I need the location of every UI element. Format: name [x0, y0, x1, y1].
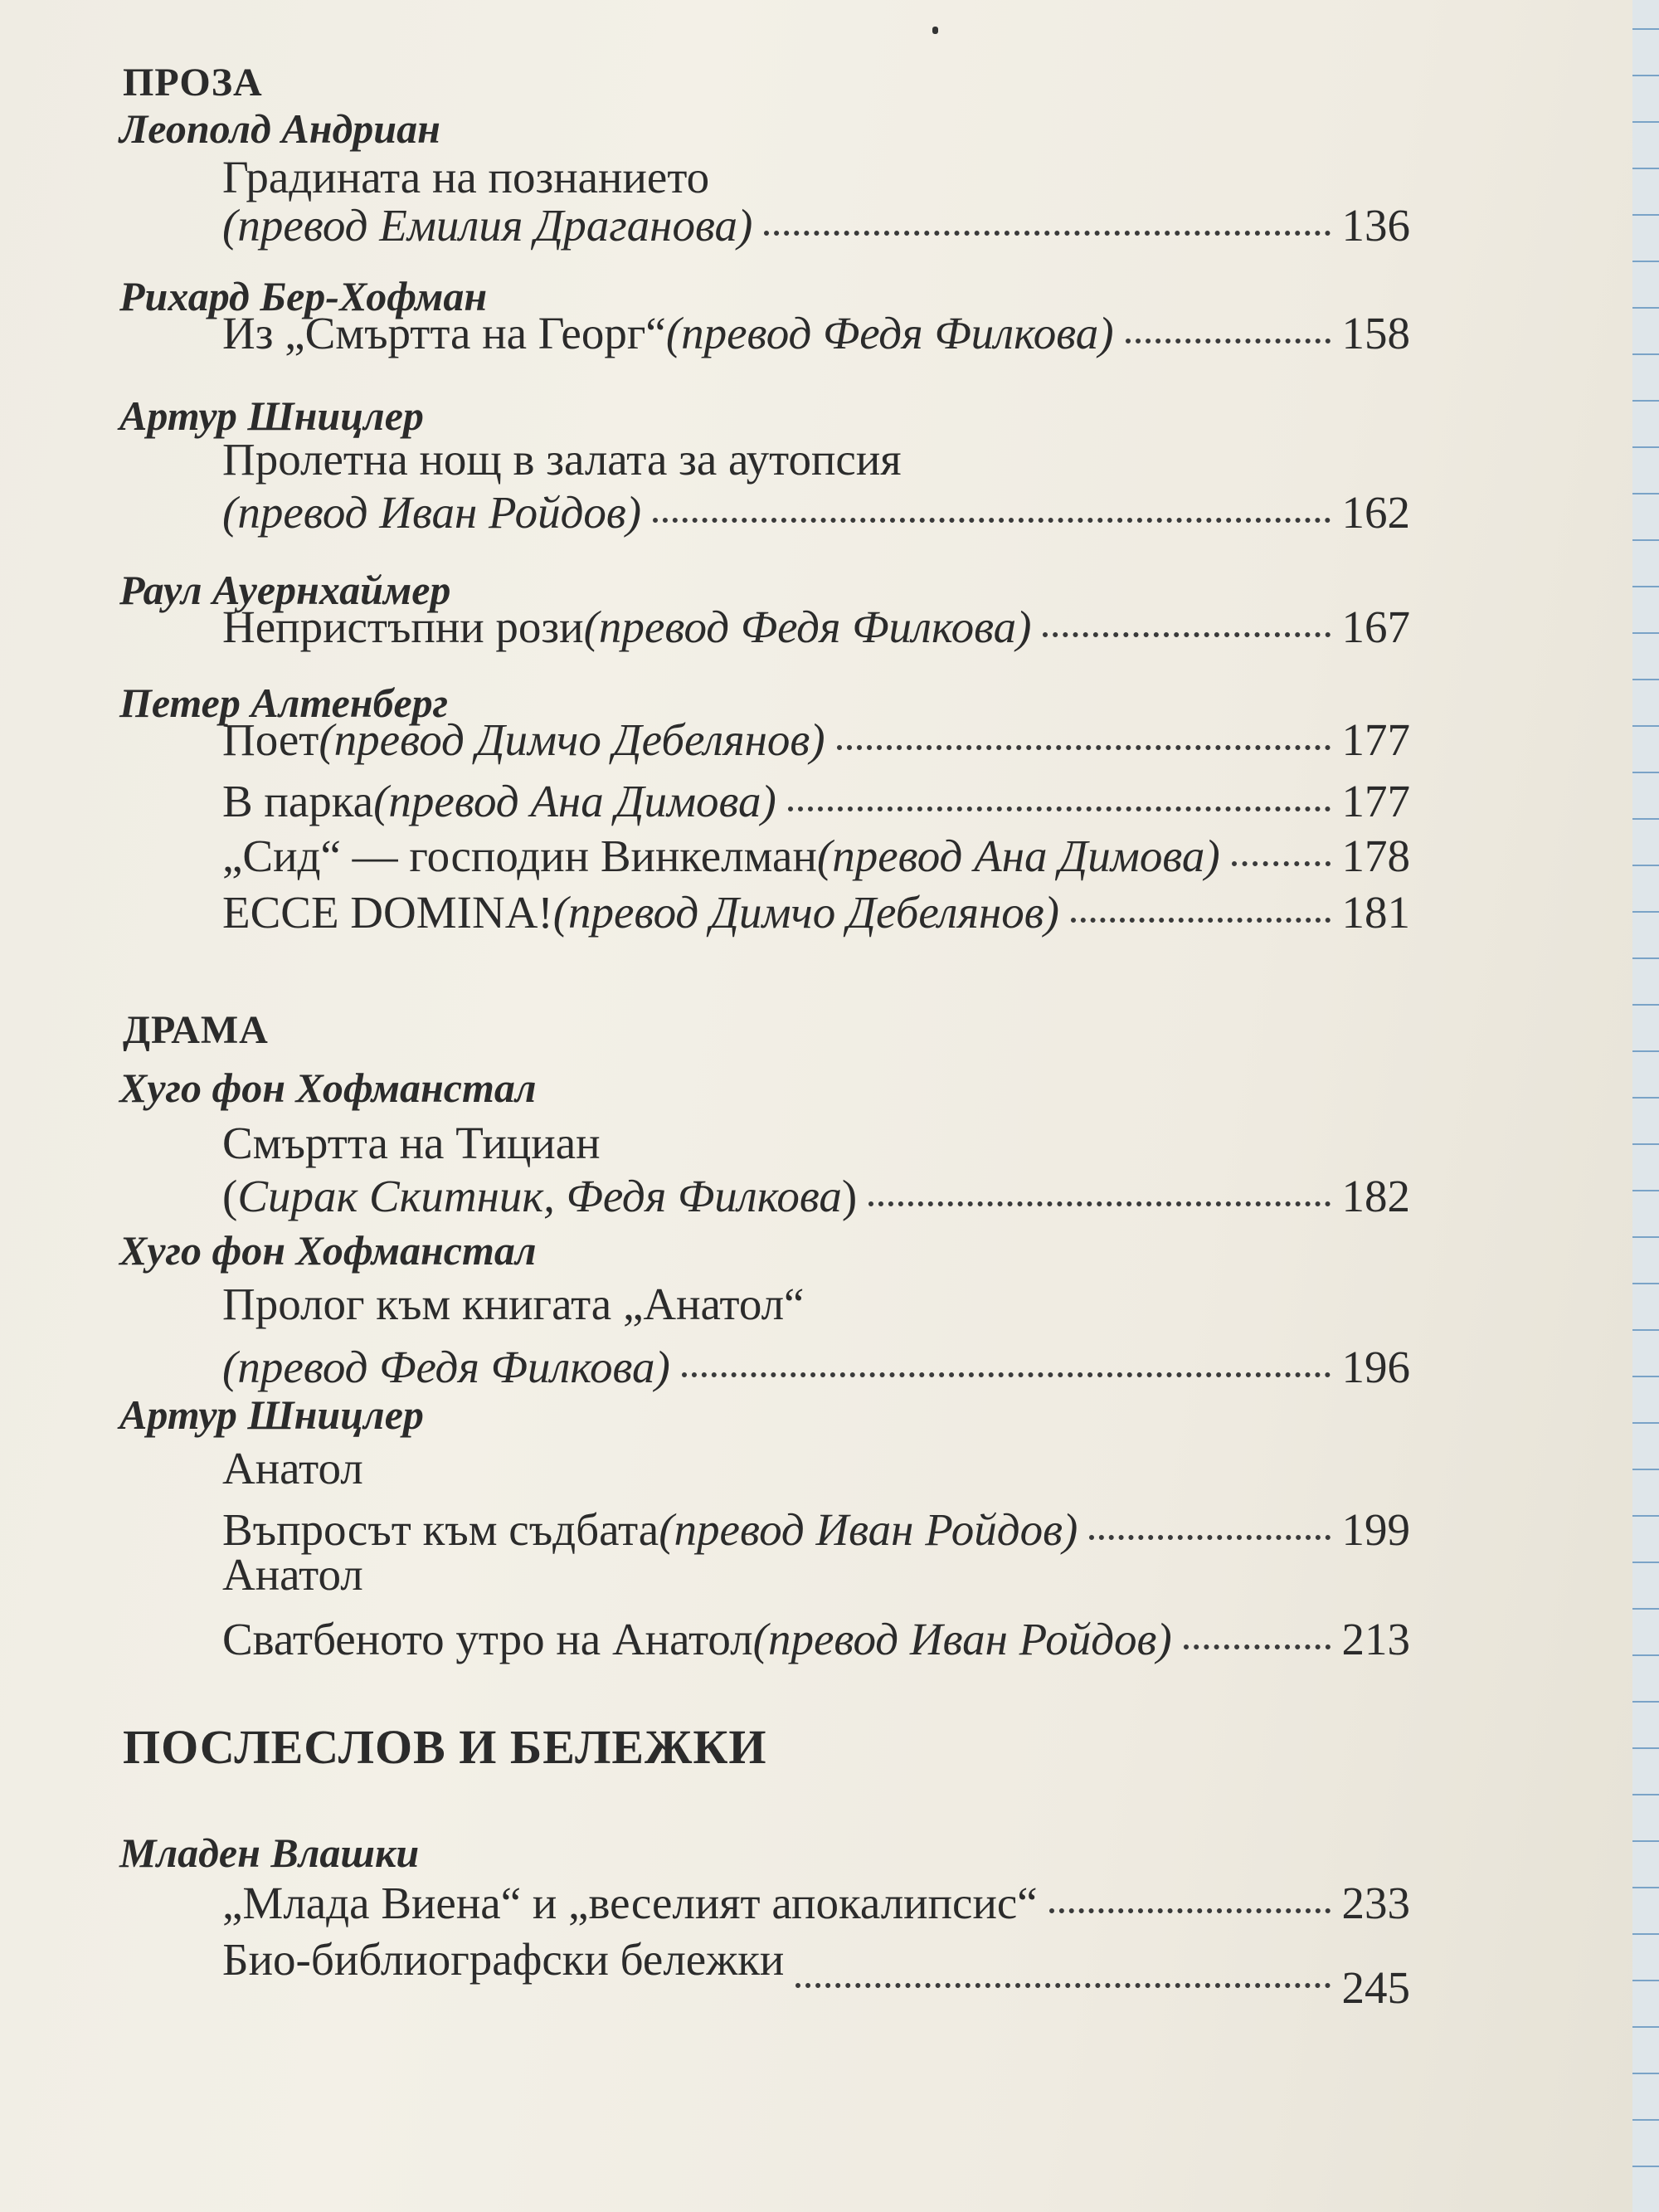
toc-entry-altenberg-4[interactable]	[222, 886, 1410, 939]
page-number: 167	[1341, 602, 1410, 652]
title-hofmannsthal-1: Смъртта на Тициан	[222, 1118, 601, 1168]
entry-title: Въпросът към съдбата	[222, 1504, 659, 1555]
page-number: 178	[1341, 831, 1410, 881]
entry-title: Из „Смъртта на Георг“	[222, 308, 666, 358]
page-number: 177	[1341, 714, 1410, 765]
author-altenberg: Петер Алтенберг	[119, 680, 449, 726]
entry-translator: (превод Федя Филкова)	[583, 602, 1032, 652]
toc-entry-beer-hofmann[interactable]	[222, 307, 1410, 360]
dot-leader	[868, 1196, 1330, 1206]
toc-entry-andrian[interactable]	[222, 199, 1410, 252]
paren-close: )	[841, 1171, 858, 1221]
entry-title: Поет	[222, 714, 319, 765]
page-number: 196	[1341, 1342, 1410, 1392]
author-auernheimer: Раул Ауернхаймер	[119, 567, 451, 613]
toc-entry-hofmannsthal-2[interactable]	[222, 1341, 1410, 1394]
dot-leader	[1043, 627, 1330, 637]
page-number: 182	[1341, 1171, 1410, 1221]
dot-leader	[1071, 913, 1331, 923]
title-schnitzler: Пролетна нощ в залата за аутопсия	[222, 434, 902, 485]
toc-entry-altenberg-3[interactable]	[222, 830, 1410, 883]
anatol-heading-2: Анатол	[222, 1549, 363, 1600]
title-hofmannsthal-2: Пролог към книгата „Анатол“	[222, 1279, 805, 1329]
page-number: 233	[1341, 1878, 1410, 1928]
page-number: 213	[1341, 1614, 1410, 1664]
paren-open: (	[222, 1171, 238, 1221]
anatol-heading-1: Анатол	[222, 1443, 363, 1493]
toc-entry-schnitzler[interactable]	[222, 486, 1410, 539]
entry-translator: (превод Иван Ройдов)	[659, 1504, 1078, 1555]
page-number: 158	[1341, 308, 1410, 358]
page-number: 136	[1341, 200, 1410, 251]
page-number: 181	[1341, 887, 1410, 938]
ink-dot	[932, 27, 938, 34]
toc-entry-anatol-2[interactable]	[222, 1613, 1410, 1666]
grid-paper-edge	[1632, 0, 1659, 2212]
entry-translator: (превод Ана Димова)	[816, 831, 1220, 881]
author-andrian: Леополд Андриан	[119, 105, 440, 152]
dot-leader	[682, 1367, 1331, 1377]
author-hofmannsthal-1: Хуго фон Хофманстал	[119, 1065, 537, 1111]
toc-entry-hofmannsthal-1[interactable]	[222, 1170, 1410, 1223]
dot-leader	[1232, 856, 1331, 866]
author-schnitzler: Артур Шницлер	[119, 392, 424, 439]
toc-entry-anatol-1[interactable]	[222, 1503, 1410, 1557]
entry-title: Непристъпни рози	[222, 602, 584, 652]
entry-title: В парка	[222, 776, 374, 826]
entry-title: „Млада Виена“ и „веселият апокалипсис“	[222, 1878, 1038, 1928]
dot-leader	[795, 1978, 1330, 1988]
toc-entry-afterword-2[interactable]	[222, 1933, 1410, 2013]
page-number: 245	[1341, 1962, 1410, 2013]
author-schnitzler-drama: Артур Шницлер	[119, 1391, 424, 1438]
section-heading-afterword: ПОСЛЕСЛОВ И БЕЛЕЖКИ	[123, 1720, 767, 1774]
section-heading-proza: ПРОЗА	[123, 61, 263, 105]
dot-leader	[837, 740, 1331, 750]
entry-translator: (превод Иван Ройдов)	[752, 1614, 1172, 1664]
entry-translator: (превод Димчо Дебелянов)	[552, 887, 1059, 938]
toc-entry-altenberg-1[interactable]	[222, 714, 1410, 767]
translator-andrian: (превод Емилия Драганова)	[222, 200, 753, 251]
entry-translator: (превод Димчо Дебелянов)	[319, 714, 825, 765]
page-number: 177	[1341, 776, 1410, 826]
author-hofmannsthal-2: Хуго фон Хофманстал	[119, 1227, 537, 1274]
entry-title: „Сид“ — господин Винкелман	[222, 831, 817, 881]
section-heading-drama: ДРАМА	[123, 1008, 269, 1052]
entry-translator: (превод Иван Ройдов)	[222, 487, 642, 538]
entry-translator: (превод Федя Филкова)	[222, 1342, 670, 1392]
title-andrian: Градината на познанието	[222, 152, 710, 202]
toc-entry-afterword-1[interactable]	[222, 1877, 1410, 1930]
entry-title: Био-библиографски бележки	[222, 1934, 785, 1985]
page-number: 162	[1341, 487, 1410, 538]
dot-leader	[653, 513, 1330, 523]
dot-leader	[1049, 1903, 1331, 1913]
dot-leader	[1126, 334, 1331, 343]
entry-translator: (превод Ана Димова)	[373, 776, 776, 826]
entry-title: Сватбеното утро на Анатол	[222, 1614, 753, 1664]
dot-leader	[788, 801, 1331, 811]
dot-leader	[764, 226, 1330, 236]
author-vlashki: Младен Влашки	[119, 1830, 420, 1876]
entry-translator: (превод Федя Филкова)	[665, 308, 1114, 358]
entry-translator: Сирак Скитник, Федя Филкова	[237, 1171, 842, 1221]
entry-title: ECCE DOMINA!	[222, 887, 553, 938]
page-number: 199	[1341, 1504, 1410, 1555]
author-beer-hofmann: Рихард Бер-Хофман	[119, 273, 488, 319]
toc-entry-auernheimer[interactable]	[222, 601, 1410, 654]
dot-leader	[1089, 1530, 1330, 1540]
toc-entry-altenberg-2[interactable]	[222, 775, 1410, 828]
dot-leader	[1184, 1640, 1331, 1649]
